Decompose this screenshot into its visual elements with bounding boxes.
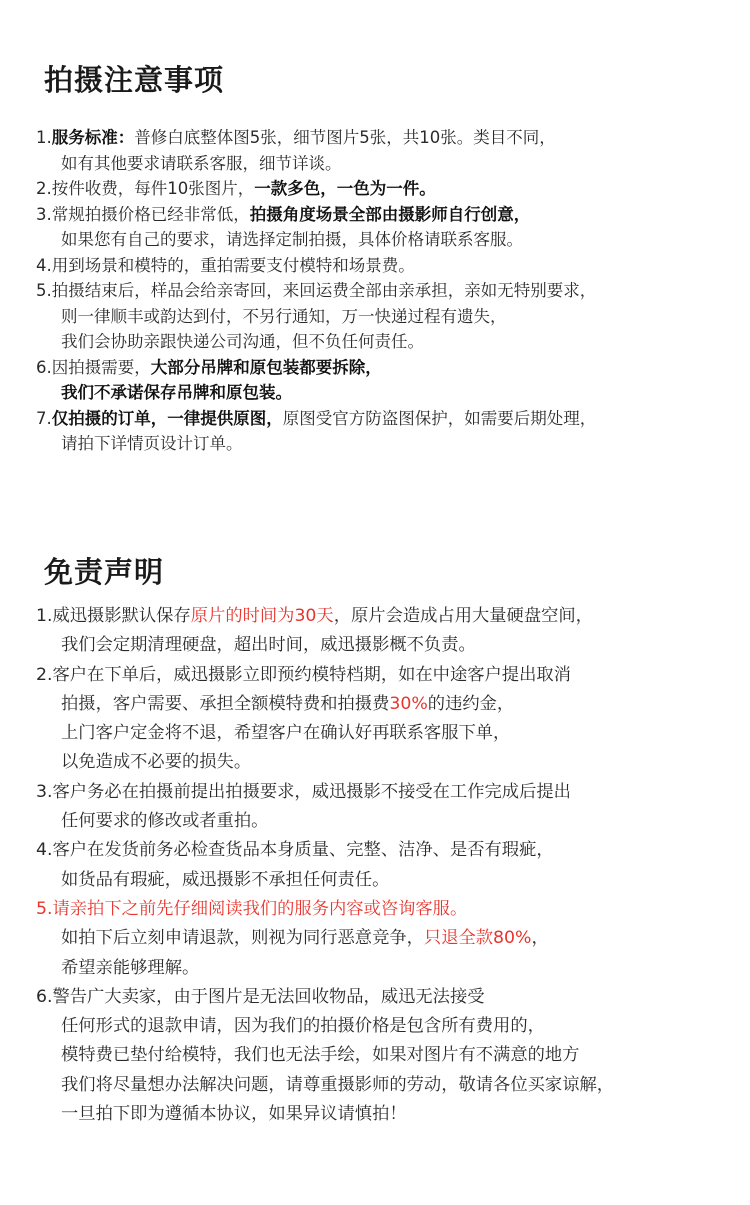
highlight-text: 5.请亲拍下之前先仔细阅读我们的服务内容或咨询客服。 (36, 898, 468, 919)
text-run: 我们会定期清理硬盘，超出时间，威迅摄影概不负责。 (61, 635, 476, 656)
disclaimer-item (36, 602, 614, 661)
text-run: 拍摄，客户需要、承担全额模特费和拍摄费 (61, 693, 390, 714)
text-run: 普修白底整体图5张，细节图片5张，共10张。类目不同， (134, 128, 556, 147)
text-run: 6.因拍摄需要， (36, 357, 151, 377)
disclaimer-item (36, 778, 614, 837)
disclaimer-item-line (36, 895, 614, 924)
disclaimer-item-line (36, 1041, 614, 1070)
text-run: 的违约金， (427, 693, 515, 714)
highlight-text: 原片的时间为30天 (190, 606, 334, 626)
disclaimer-item-line (36, 866, 614, 895)
disclaimer-item-line (36, 748, 614, 777)
bold-text: 我们不承诺保存吊牌和原包装。 (61, 383, 292, 402)
text-run: 1. (36, 128, 52, 147)
text-run: 6.警告广大卖家，由于图片是无法回收物品，威迅无法接受 (36, 986, 485, 1007)
text-run: 如货品有瑕疵，威迅摄影不承担任何责任。 (61, 869, 390, 890)
terms-item-line (36, 227, 596, 253)
text-run: 一旦拍下即为遵循本协议，如果异议请慎拍！ (61, 1104, 407, 1125)
terms-item-line (36, 355, 596, 381)
disclaimer-item-line (36, 924, 614, 953)
disclaimer-list (36, 602, 614, 1129)
bold-text: 拍摄角度场景全部由摄影师自行创意， (249, 204, 531, 224)
disclaimer-item-line (36, 661, 614, 690)
disclaimer-item-line (36, 719, 614, 748)
terms-item (36, 202, 596, 253)
text-run: 3.常规拍摄价格已经非常低， (36, 204, 250, 224)
disclaimer-item-line (36, 690, 614, 719)
disclaimer-item-line (36, 807, 614, 836)
text-run: 原图受官方防盗图保护，如需要后期处理， (282, 408, 597, 428)
bold-text: 仅拍摄的订单，一律提供原图， (51, 408, 283, 428)
terms-item-line (36, 304, 596, 330)
disclaimer-item-line (36, 1012, 614, 1041)
text-run: 2.按件收费，每件10张图片， (36, 179, 255, 198)
disclaimer-item-line (36, 602, 614, 631)
terms-item-line (36, 380, 596, 406)
terms-item-line (36, 125, 596, 151)
terms-item-line (36, 329, 596, 355)
terms-item-line (36, 278, 596, 304)
text-run: ， (531, 928, 549, 949)
text-run: 任何形式的退款申请，因为我们的拍摄价格是包含所有费用的， (61, 1016, 545, 1037)
disclaimer-item (36, 836, 614, 895)
terms-list (36, 125, 596, 457)
text-run: 希望亲能够理解。 (61, 957, 200, 978)
text-run: 3.客户务必在拍摄前提出拍摄要求，威迅摄影不接受在工作完成后提出 (36, 781, 571, 802)
disclaimer-item (36, 895, 614, 983)
text-run: 4.客户在发货前务必检查货品本身质量、完整、洁净、是否有瑕疵， (36, 840, 554, 861)
terms-item-line (36, 202, 596, 228)
disclaimer-item-line (36, 631, 614, 660)
highlight-text: 只退全款80% (423, 928, 532, 949)
text-run: 则一律顺丰或韵达到付，不另行通知，万一快递过程有遗失， (61, 306, 507, 326)
text-run: 上门客户定金将不退，希望客户在确认好再联系客服下单， (61, 723, 511, 744)
text-run: 任何要求的修改或者重拍。 (61, 811, 269, 832)
terms-item-line (36, 431, 596, 457)
text-run: 以免造成不必要的损失。 (61, 752, 252, 773)
disclaimer-item-line (36, 836, 614, 865)
disclaimer-item-line (36, 778, 614, 807)
disclaimer-item (36, 983, 614, 1129)
bold-text: 一款多色，一色为一件。 (254, 179, 436, 198)
disclaimer-item-line (36, 1071, 614, 1100)
highlight-text: 30% (389, 693, 428, 714)
terms-item (36, 125, 596, 176)
terms-title: 拍摄注意事项 (44, 63, 225, 97)
terms-item (36, 176, 596, 202)
disclaimer-item-line (36, 954, 614, 983)
text-run: 如果您有自己的要求，请选择定制拍摄，具体价格请联系客服。 (61, 230, 523, 249)
terms-item-line (36, 151, 596, 177)
text-run: 7. (36, 408, 52, 428)
terms-item-line (36, 406, 596, 432)
disclaimer-item (36, 661, 614, 778)
text-run: 2.客户在下单后，威迅摄影立即预约模特档期，如在中途客户提出取消 (36, 664, 571, 685)
terms-item (36, 406, 596, 457)
text-run: 1.威迅摄影默认保存 (36, 606, 191, 626)
terms-item (36, 278, 596, 355)
disclaimer-item-line (36, 983, 614, 1012)
disclaimer-title: 免责声明 (44, 555, 165, 589)
text-run: 请拍下详情页设计订单。 (61, 434, 243, 453)
text-run: 如拍下后立刻申请退款，则视为同行恶意竞争， (61, 928, 424, 949)
terms-item-line (36, 253, 596, 279)
text-run: 如有其他要求请联系客服，细节详谈。 (61, 153, 342, 173)
text-run: 我们将尽量想办法解决问题，请尊重摄影师的劳动，敬请各位买家谅解， (61, 1074, 615, 1095)
terms-item-line (36, 176, 596, 202)
terms-item (36, 253, 596, 279)
disclaimer-item-line (36, 1100, 614, 1129)
bold-text: 服务标准： (51, 128, 135, 147)
bold-text: 大部分吊牌和原包装都要拆除， (150, 357, 382, 377)
text-run: ，原片会造成占用大量硬盘空间， (333, 606, 593, 626)
text-run: 4.用到场景和模特的，重拍需要支付模特和场景费。 (36, 255, 415, 275)
terms-item (36, 355, 596, 406)
text-run: 我们会协助亲跟快递公司沟通，但不负任何责任。 (61, 332, 424, 351)
text-run: 模特费已垫付给模特，我们也无法手绘，如果对图片有不满意的地方 (61, 1045, 580, 1066)
text-run: 5.拍摄结束后，样品会给亲寄回，来回运费全部由亲承担，亲如无特别要求， (36, 281, 597, 300)
